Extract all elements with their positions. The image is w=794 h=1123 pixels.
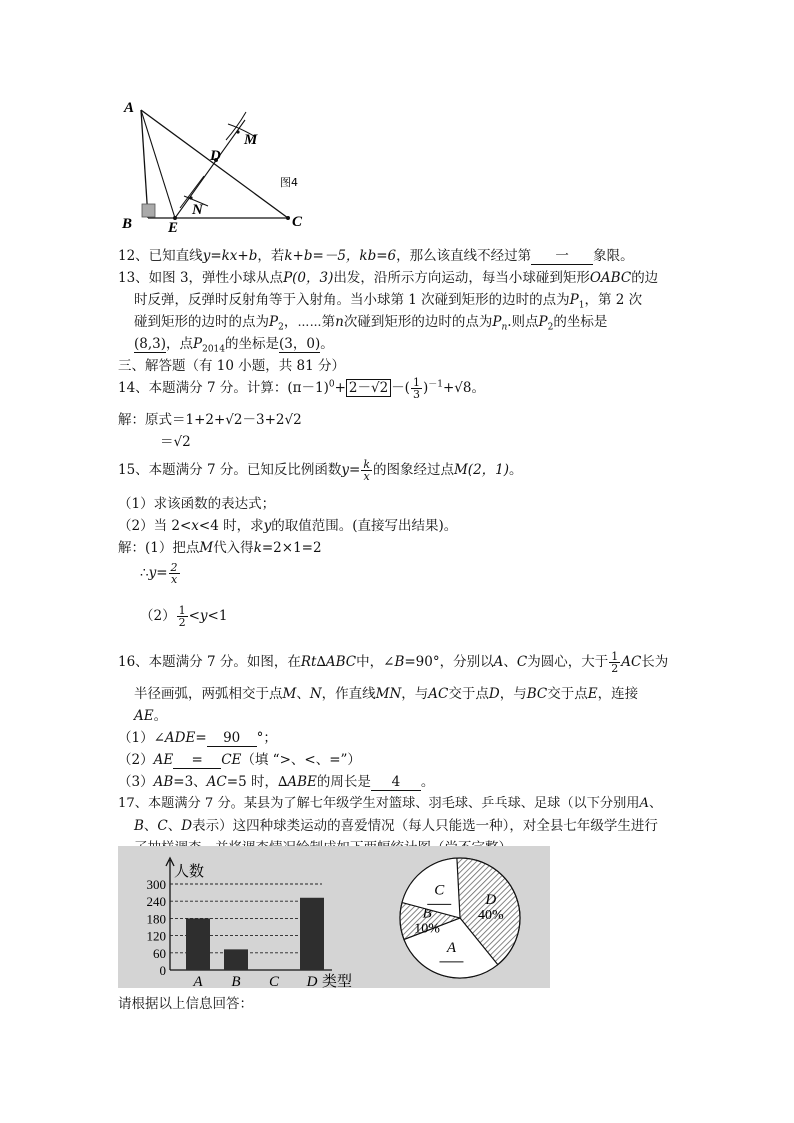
bar-x-label-C: C <box>268 974 280 988</box>
q16-part-2: （2）AE = CE（填 “>、<、=”） <box>118 752 361 768</box>
absolute-value-box: 2－√2 <box>346 379 391 397</box>
question-15: 15、本题满分 7 分。已知反比例函数y= $\frac{k}{x}$ 的图象经过点M(2，1)。 <box>118 458 523 483</box>
bar-x-label-B: B <box>231 974 241 988</box>
fig4-label-a: A <box>124 100 135 116</box>
q15-solution-line-1: 解：(1）把点M代入得k=2×1=2 <box>118 540 322 556</box>
bar-y-tick-label: 60 <box>153 945 166 961</box>
figure-4 <box>118 96 318 232</box>
bar-y-tick-label: 120 <box>146 928 166 944</box>
question-16-line-1: 16、本题满分 7 分。如图，在Rt∆ABC中，∠B=90°，分别以A、C为圆心，大于 $\frac{1}{2}$ AC长为 <box>118 650 669 675</box>
bar-B <box>224 949 248 970</box>
fig4-label-n: N <box>192 202 203 218</box>
fig4-label-c: C <box>292 214 303 230</box>
q12-answer: 一 <box>531 244 593 265</box>
bar-y-tick-label: 240 <box>146 894 166 910</box>
q13-answer-2: (3，0) <box>279 332 320 353</box>
question-12: 12、已知直线y=kx+b，若k+b=－5，kb=6，那么该直线不经过第 一 象限。 <box>118 244 634 265</box>
q15-part-1: （1）求该函数的表达式； <box>118 496 276 512</box>
question-17-line-1: 17、本题满分 7 分。某县为了解七年级学生对篮球、羽毛球、乒乓球、足球（以下分别用A、 <box>118 796 663 811</box>
q16-part-3: （3）AB=3、AC=5 时，∆ABE的周长是 4 。 <box>118 774 435 790</box>
bar-x-label: 类型 <box>322 972 353 988</box>
q14-solution-line-1: 解：原式＝1+2+√2－3+2√2 <box>118 412 302 428</box>
fig4-label-b: B <box>122 216 133 232</box>
q15-solution-line-3: （2） $\frac{1}{2}$ <y<1 <box>140 604 228 629</box>
fig4-label-m: M <box>244 132 258 148</box>
statistics-charts <box>118 846 550 988</box>
question-14: 14、本题满分 7 分。计算：$(\pi-1)^0+ 2-√2$ －( $\frac{1}{3}$ )$^{-1}$+√8。 <box>118 376 485 401</box>
question-16-line-3: AE。 <box>134 708 168 724</box>
q16-answer-2: = <box>173 752 221 769</box>
bar-D <box>300 898 324 970</box>
q13-answer-1: (8,3) <box>134 336 167 352</box>
bar-y-tick-label: 180 <box>146 911 166 927</box>
bar-A <box>186 918 210 970</box>
bar-x-label-D: D <box>306 974 318 988</box>
question-13-line-3: 碰到矩形的边时的点为$P_2$，⋯⋯第n次碰到矩形的边时的点为$P_n$.则点$P_2$的坐标是 <box>134 314 608 333</box>
pie-percent-B: 10% <box>414 921 440 937</box>
q16-answer-3: 4 <box>371 774 421 791</box>
question-13-line-1: 13、如图 3，弹性小球从点P(0，3)出发，沿所示方向运动，每当小球碰到矩形OABC的边 <box>118 270 659 286</box>
q14-solution-line-2: ＝√2 <box>160 434 191 450</box>
bar-y-tick-label: 300 <box>146 877 166 892</box>
bar-y-label: 人数 <box>174 862 205 880</box>
q16-answer-1: 90 <box>207 730 257 747</box>
q15-solution-line-2: ∴y= $\frac{2}{x}$ <box>140 561 178 586</box>
fig4-label-e: E <box>168 220 179 232</box>
q16-part-1: （1）∠ADE= 90 °； <box>118 730 277 746</box>
q15-part-2: （2）当 2<x<4 时，求y的取值范围。(直接写出结果)。 <box>118 518 458 534</box>
pie-label-B: B <box>422 905 432 922</box>
question-17-line-2: B、C、D表示）这四种球类运动的喜爱情况（每人只能选一种），对全县七年级学生进行 <box>134 818 658 834</box>
fig4-caption: 图4 <box>280 176 298 189</box>
pie-chart <box>400 858 520 978</box>
pie-percent-D: 40% <box>477 908 504 924</box>
bar-y-tick-label: 0 <box>159 963 166 978</box>
pie-label-A: A <box>446 939 457 956</box>
bar-x-label-A: A <box>193 974 203 988</box>
section-3-heading: 三、解答题（有 10 小题，共 81 分） <box>118 358 346 374</box>
pie-label-C: C <box>434 882 445 899</box>
q17-prompt: 请根据以上信息回答： <box>118 996 253 1012</box>
question-13-line-4: (8,3)，点$P_{2014}$的坐标是(3，0)。 <box>134 332 334 355</box>
question-13-line-2: 时反弹，反弹时反射角等于入射角。当小球第 1 次碰到矩形的边时的点为$P_1$，第 2 次 <box>134 292 643 311</box>
question-16-line-2: 半径画弧，两弧相交于点M、N，作直线MN，与AC交于点D，与BC交于点E，连接 <box>134 686 639 702</box>
pie-label-D: D <box>485 892 497 909</box>
fig4-label-d: D <box>210 148 221 164</box>
